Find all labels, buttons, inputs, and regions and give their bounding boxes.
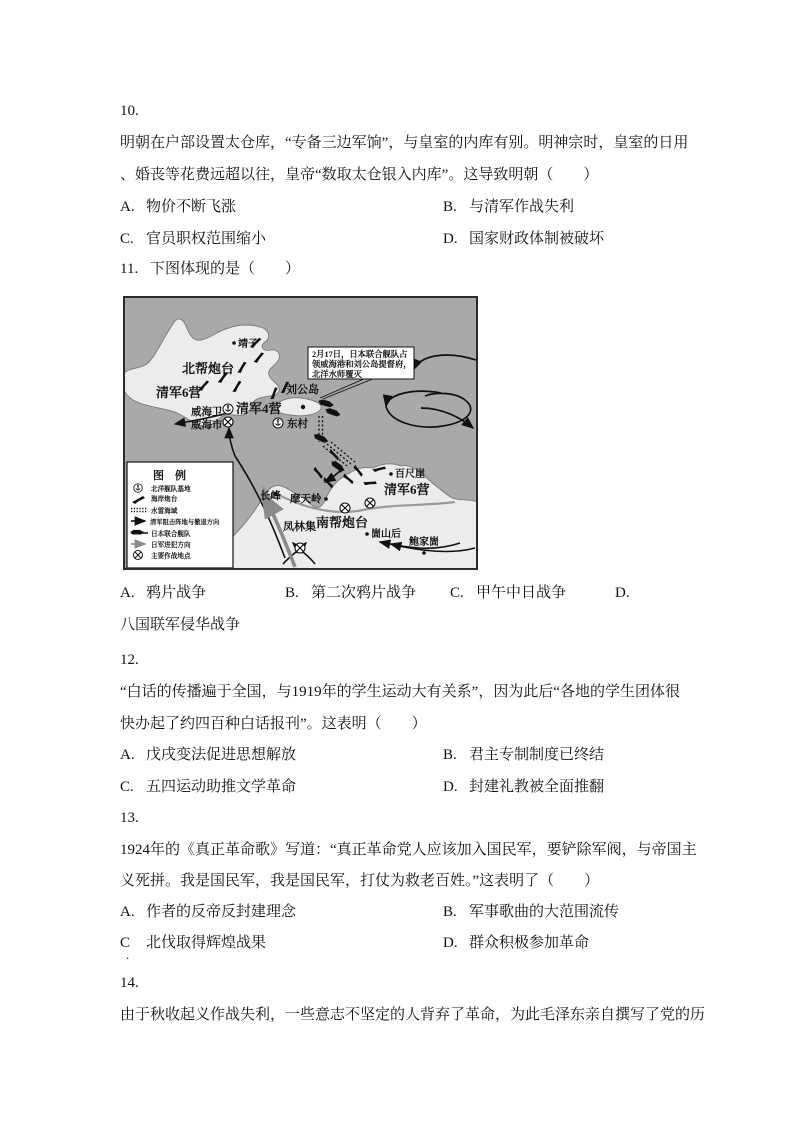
question-stem-line: 1924年的《真正革命歌》写道：“真正革命党人应该加入国民军，要铲除军阀，与帝国主: [120, 842, 697, 858]
callout-line: 领威海港和刘公岛提督府，: [312, 360, 412, 369]
option-row: [120, 583, 740, 605]
option-a: A. 物价不断飞涨: [120, 199, 237, 215]
option-row: [120, 745, 740, 767]
option-a: A. 作者的反帝反封建理念: [120, 904, 297, 920]
map-label-nanbang-battery: 南帮炮台: [316, 515, 369, 530]
option-b: B. 军事歌曲的大范围流传: [443, 904, 620, 920]
map-label-jingzi: 靖子: [238, 339, 258, 350]
map-label-weihaiwei: 威海卫: [191, 407, 223, 418]
question-number: 14.: [120, 975, 139, 991]
map-label-motianling: 摩天岭: [290, 494, 322, 505]
legend-item-label: 主要作战地点: [151, 553, 191, 560]
option-c: C. 五四运动助推文学革命: [120, 779, 297, 795]
option-d: D. 群众积极参加革命: [443, 935, 590, 951]
battle-site-icon: [295, 543, 305, 553]
option-d: D. 国家财政体制被破坏: [443, 231, 605, 247]
option-row: [120, 229, 740, 251]
legend-item-label: 水雷海域: [151, 508, 178, 515]
legend-item-label: 日本联合舰队: [151, 531, 191, 538]
option-c: C. 官员职权范围缩小: [120, 231, 267, 247]
question-number: 12.: [120, 652, 139, 668]
naval-base-icon: [223, 404, 233, 414]
question-11-header: [120, 259, 300, 280]
map-label-dongcun: 东村: [287, 419, 308, 430]
question-stem-line: 由于秋收起义作战失利，一些意志不坚定的人背弃了革命，为此毛泽东亲自撰写了党的历: [120, 1007, 706, 1023]
map-label-qingjun6-left: 清军6营: [156, 385, 202, 400]
naval-base-icon: [134, 484, 143, 493]
option-d: D. 封建礼教被全面推翻: [443, 779, 605, 795]
question-stem-line: 义死拼。我是国民军，我是国民军，打仗为救老百姓。”这表明了（ ）: [120, 873, 600, 889]
question-stem-line: 快办起了约四百种白话报刊”。这表明（ ）: [120, 716, 427, 732]
callout-line: 北洋水师覆灭: [312, 370, 362, 379]
stray-period: .: [126, 947, 130, 962]
question-number: 10.: [120, 103, 139, 119]
legend-item-label: 日军进犯方向: [151, 542, 191, 549]
question-stem: 下图体现的是（ ）: [150, 261, 301, 277]
battle-site-icon: [340, 503, 350, 513]
question-stem-line: 明朝在户部设置太仓库，“专备三边军饷”，与皇室的内库有别。明神宗时，皇室的日用: [120, 135, 689, 151]
map-label-gushanhou: 崮山后: [371, 529, 401, 540]
question-stem-line: “白话的传播遍于全国，与1919年的学生运动大有关系”，因为此后“各地的学生团体很: [120, 684, 680, 700]
map-label-baojiagu: 鲍家崮: [409, 537, 439, 548]
map-label-beibang-battery: 北帮炮台: [182, 361, 235, 376]
option-c: C 北伐取得辉煌战果: [120, 935, 267, 951]
option-b: B. 与清军作战失利: [443, 199, 575, 215]
legend-item-label: 海岸炮台: [151, 496, 178, 503]
map-label-qingjun4: 清军4营: [236, 401, 282, 416]
option-b: B. 第二次鸦片战争: [285, 585, 417, 601]
option-row: [120, 197, 740, 219]
map-label-changfeng: 长峰: [260, 491, 281, 502]
callout-line: 2月17日，日本联合舰队占: [312, 350, 408, 359]
map-label-weihaishi: 威海市: [191, 420, 223, 431]
map-label-qingjun6-right: 清军6营: [384, 482, 430, 497]
option-c: C. 甲午中日战争: [450, 585, 567, 601]
battle-site-icon: [223, 417, 233, 427]
option-d: D.: [615, 585, 630, 601]
legend-item-label: 清军阻击阵地与撤退方向: [150, 519, 220, 526]
legend-item-label: 北洋舰队基地: [151, 486, 191, 493]
option-a: A. 鸦片战争: [120, 585, 207, 601]
battle-site-icon: [134, 551, 143, 560]
question-stem-line: 、婚丧等花费远超以往，皇帝“数取太仓银入内库”。这导致明朝（ ）: [120, 167, 599, 183]
map-label-fenglinji: 凤林集: [283, 521, 316, 533]
option-b: B. 君主专制制度已终结: [443, 747, 605, 763]
option-d-wrapped-text: 八国联军侵华战争: [120, 617, 241, 633]
map-label-baichiya: 百尺崖: [395, 469, 425, 480]
option-row: [120, 902, 740, 924]
legend-title: 图 例: [153, 470, 186, 482]
question-number: 13.: [120, 810, 139, 826]
question-number: 11.: [120, 261, 139, 277]
battle-map: [123, 296, 478, 570]
map-legend: [127, 462, 233, 568]
map-label-liugongdao: 刘公岛: [286, 384, 319, 396]
option-row: [120, 933, 740, 955]
option-row: [120, 777, 740, 799]
naval-base-icon: [273, 418, 283, 428]
option-a: A. 戊戌变法促进思想解放: [120, 747, 297, 763]
battle-site-icon: [365, 498, 375, 508]
